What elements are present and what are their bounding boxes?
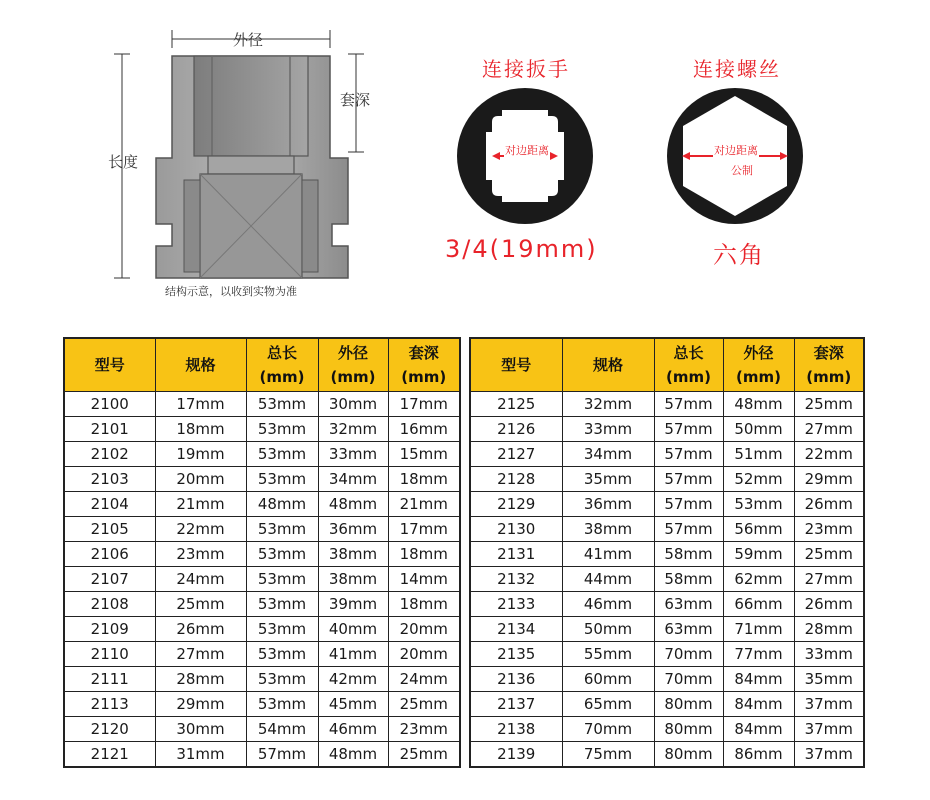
cell-outer-diameter: 40mm — [318, 617, 388, 642]
cell-spec: 31mm — [155, 742, 246, 768]
cell-outer-diameter: 71mm — [723, 617, 794, 642]
cell-total-length: 53mm — [246, 542, 318, 567]
cell-model: 2139 — [470, 742, 562, 768]
cell-model: 2113 — [64, 692, 155, 717]
cell-model: 2110 — [64, 642, 155, 667]
cell-outer-diameter: 45mm — [318, 692, 388, 717]
hex-end-shape-name: 六角 — [713, 241, 765, 269]
cell-total-length: 57mm — [654, 492, 723, 517]
cell-spec: 17mm — [155, 392, 246, 417]
square-drive-inner-label: 对边距离 — [505, 144, 549, 157]
cell-outer-diameter: 38mm — [318, 542, 388, 567]
square-drive-title: 连接扳手 — [482, 57, 570, 81]
socket-depth-label: 套深 — [340, 91, 371, 109]
cell-socket-depth: 14mm — [388, 567, 460, 592]
hex-end-inner-label: 对边距离 — [714, 144, 758, 157]
cell-outer-diameter: 30mm — [318, 392, 388, 417]
cell-socket-depth: 21mm — [388, 492, 460, 517]
cell-spec: 28mm — [155, 667, 246, 692]
cell-spec: 60mm — [562, 667, 654, 692]
table-row — [470, 542, 864, 567]
cell-outer-diameter: 51mm — [723, 442, 794, 467]
table-row — [64, 567, 460, 592]
cell-model: 2109 — [64, 617, 155, 642]
cell-model: 2132 — [470, 567, 562, 592]
cell-total-length: 53mm — [246, 592, 318, 617]
diagram-caption: 结构示意，以收到实物为准 — [165, 285, 297, 298]
cell-spec: 32mm — [562, 392, 654, 417]
cell-total-length: 57mm — [654, 467, 723, 492]
table-row — [470, 492, 864, 517]
cell-model: 2120 — [64, 717, 155, 742]
cell-spec: 22mm — [155, 517, 246, 542]
cell-outer-diameter: 48mm — [318, 742, 388, 768]
length-label: 长度 — [108, 153, 139, 171]
header-socket-depth: 套深 (mm) — [794, 338, 864, 392]
cell-spec: 41mm — [562, 542, 654, 567]
cell-model: 2111 — [64, 667, 155, 692]
cell-model: 2100 — [64, 392, 155, 417]
table-row — [470, 742, 864, 768]
cell-outer-diameter: 39mm — [318, 592, 388, 617]
table-row — [470, 667, 864, 692]
cell-socket-depth: 25mm — [388, 692, 460, 717]
cell-socket-depth: 17mm — [388, 517, 460, 542]
cell-total-length: 63mm — [654, 617, 723, 642]
cell-outer-diameter: 32mm — [318, 417, 388, 442]
hex-end-title: 连接螺丝 — [693, 57, 781, 81]
cell-model: 2107 — [64, 567, 155, 592]
cell-model: 2102 — [64, 442, 155, 467]
cell-socket-depth: 18mm — [388, 542, 460, 567]
cell-model: 2108 — [64, 592, 155, 617]
cell-total-length: 53mm — [246, 392, 318, 417]
cell-total-length: 53mm — [246, 617, 318, 642]
cell-total-length: 57mm — [654, 517, 723, 542]
cell-total-length: 57mm — [246, 742, 318, 768]
table-body-right — [470, 392, 864, 768]
cell-total-length: 53mm — [246, 692, 318, 717]
cell-total-length: 80mm — [654, 692, 723, 717]
cell-spec: 25mm — [155, 592, 246, 617]
cell-total-length: 58mm — [654, 567, 723, 592]
cell-spec: 18mm — [155, 417, 246, 442]
cell-total-length: 70mm — [654, 667, 723, 692]
table-row — [64, 717, 460, 742]
socket-cross-section — [100, 20, 400, 290]
table-row — [64, 742, 460, 768]
cell-spec: 36mm — [562, 492, 654, 517]
cell-socket-depth: 37mm — [794, 717, 864, 742]
cell-outer-diameter: 33mm — [318, 442, 388, 467]
table-row — [470, 567, 864, 592]
cell-spec: 34mm — [562, 442, 654, 467]
spec-table-right — [469, 337, 865, 768]
cell-socket-depth: 25mm — [388, 742, 460, 768]
cell-spec: 65mm — [562, 692, 654, 717]
cell-outer-diameter: 50mm — [723, 417, 794, 442]
table-row — [470, 692, 864, 717]
cell-outer-diameter: 48mm — [723, 392, 794, 417]
cell-outer-diameter: 84mm — [723, 717, 794, 742]
header-outer-diameter: 外径 (mm) — [723, 338, 794, 392]
cell-socket-depth: 35mm — [794, 667, 864, 692]
cell-spec: 55mm — [562, 642, 654, 667]
cell-model: 2138 — [470, 717, 562, 742]
cell-spec: 27mm — [155, 642, 246, 667]
cell-total-length: 53mm — [246, 467, 318, 492]
cell-spec: 29mm — [155, 692, 246, 717]
header-model: 型号 — [470, 338, 562, 392]
cell-total-length: 53mm — [246, 642, 318, 667]
table-header-row — [470, 338, 864, 392]
cell-socket-depth: 15mm — [388, 442, 460, 467]
cell-model: 2133 — [470, 592, 562, 617]
cell-socket-depth: 27mm — [794, 417, 864, 442]
cell-total-length: 58mm — [654, 542, 723, 567]
table-row — [470, 442, 864, 467]
table-row — [470, 467, 864, 492]
cell-total-length: 53mm — [246, 517, 318, 542]
cell-outer-diameter: 48mm — [318, 492, 388, 517]
spec-table-left — [63, 337, 461, 768]
cell-socket-depth: 28mm — [794, 617, 864, 642]
cell-spec: 35mm — [562, 467, 654, 492]
outer-diameter-label: 外径 — [233, 31, 264, 49]
cell-model: 2105 — [64, 517, 155, 542]
cell-outer-diameter: 66mm — [723, 592, 794, 617]
cell-total-length: 53mm — [246, 417, 318, 442]
cell-model: 2131 — [470, 542, 562, 567]
table-row — [470, 417, 864, 442]
cell-total-length: 53mm — [246, 567, 318, 592]
cell-socket-depth: 23mm — [794, 517, 864, 542]
cell-total-length: 80mm — [654, 717, 723, 742]
cell-outer-diameter: 42mm — [318, 667, 388, 692]
cell-model: 2135 — [470, 642, 562, 667]
cell-total-length: 57mm — [654, 417, 723, 442]
cell-socket-depth: 16mm — [388, 417, 460, 442]
table-row — [64, 517, 460, 542]
header-spec: 规格 — [155, 338, 246, 392]
cell-spec: 26mm — [155, 617, 246, 642]
table-row — [64, 542, 460, 567]
cell-socket-depth: 20mm — [388, 617, 460, 642]
cell-spec: 75mm — [562, 742, 654, 768]
cell-total-length: 70mm — [654, 642, 723, 667]
cell-spec: 44mm — [562, 567, 654, 592]
cell-socket-depth: 37mm — [794, 692, 864, 717]
cell-total-length: 54mm — [246, 717, 318, 742]
cell-spec: 21mm — [155, 492, 246, 517]
cell-socket-depth: 20mm — [388, 642, 460, 667]
cell-outer-diameter: 53mm — [723, 492, 794, 517]
cell-socket-depth: 25mm — [794, 542, 864, 567]
cell-outer-diameter: 34mm — [318, 467, 388, 492]
table-row — [470, 392, 864, 417]
cell-spec: 38mm — [562, 517, 654, 542]
header-spec: 规格 — [562, 338, 654, 392]
table-row — [64, 592, 460, 617]
hex-end-metric-label: 公制 — [731, 164, 753, 177]
cell-socket-depth: 23mm — [388, 717, 460, 742]
table-row — [470, 717, 864, 742]
cell-spec: 23mm — [155, 542, 246, 567]
table-row — [470, 642, 864, 667]
cell-model: 2126 — [470, 417, 562, 442]
table-header-row — [64, 338, 460, 392]
cell-socket-depth: 33mm — [794, 642, 864, 667]
table-body-left — [64, 392, 460, 768]
header-outer-diameter: 外径 (mm) — [318, 338, 388, 392]
cell-model: 2136 — [470, 667, 562, 692]
square-drive-size: 3/4(19mm) — [445, 235, 598, 263]
cell-socket-depth: 37mm — [794, 742, 864, 768]
cell-outer-diameter: 36mm — [318, 517, 388, 542]
cell-model: 2106 — [64, 542, 155, 567]
cell-socket-depth: 27mm — [794, 567, 864, 592]
table-row — [64, 417, 460, 442]
cell-total-length: 53mm — [246, 442, 318, 467]
cell-total-length: 53mm — [246, 667, 318, 692]
table-row — [64, 442, 460, 467]
cell-outer-diameter: 77mm — [723, 642, 794, 667]
cell-spec: 19mm — [155, 442, 246, 467]
cell-total-length: 48mm — [246, 492, 318, 517]
header-total-length: 总长 (mm) — [654, 338, 723, 392]
cell-outer-diameter: 46mm — [318, 717, 388, 742]
cell-spec: 70mm — [562, 717, 654, 742]
header-socket-depth: 套深 (mm) — [388, 338, 460, 392]
cell-socket-depth: 17mm — [388, 392, 460, 417]
cell-socket-depth: 26mm — [794, 492, 864, 517]
table-row — [64, 692, 460, 717]
cell-outer-diameter: 86mm — [723, 742, 794, 768]
cell-socket-depth: 26mm — [794, 592, 864, 617]
cell-socket-depth: 22mm — [794, 442, 864, 467]
cell-outer-diameter: 56mm — [723, 517, 794, 542]
cell-total-length: 57mm — [654, 442, 723, 467]
cell-total-length: 80mm — [654, 742, 723, 768]
cell-socket-depth: 24mm — [388, 667, 460, 692]
cell-model: 2130 — [470, 517, 562, 542]
header-model: 型号 — [64, 338, 155, 392]
cell-spec: 30mm — [155, 717, 246, 742]
cell-socket-depth: 29mm — [794, 467, 864, 492]
cell-spec: 24mm — [155, 567, 246, 592]
cell-model: 2127 — [470, 442, 562, 467]
cell-outer-diameter: 41mm — [318, 642, 388, 667]
cell-model: 2128 — [470, 467, 562, 492]
cell-model: 2103 — [64, 467, 155, 492]
cell-outer-diameter: 38mm — [318, 567, 388, 592]
cell-socket-depth: 18mm — [388, 592, 460, 617]
cell-outer-diameter: 84mm — [723, 692, 794, 717]
table-row — [64, 392, 460, 417]
cell-socket-depth: 18mm — [388, 467, 460, 492]
cell-outer-diameter: 62mm — [723, 567, 794, 592]
table-row — [64, 467, 460, 492]
cell-model: 2121 — [64, 742, 155, 768]
cell-model: 2101 — [64, 417, 155, 442]
table-row — [64, 617, 460, 642]
cell-spec: 20mm — [155, 467, 246, 492]
cell-model: 2137 — [470, 692, 562, 717]
cell-socket-depth: 25mm — [794, 392, 864, 417]
cell-spec: 33mm — [562, 417, 654, 442]
cell-outer-diameter: 52mm — [723, 467, 794, 492]
cell-spec: 50mm — [562, 617, 654, 642]
header-total-length: 总长 (mm) — [246, 338, 318, 392]
table-row — [64, 492, 460, 517]
table-row — [64, 642, 460, 667]
cell-outer-diameter: 84mm — [723, 667, 794, 692]
cell-model: 2129 — [470, 492, 562, 517]
table-row — [470, 617, 864, 642]
cell-model: 2125 — [470, 392, 562, 417]
table-row — [470, 517, 864, 542]
table-row — [64, 667, 460, 692]
cell-outer-diameter: 59mm — [723, 542, 794, 567]
cell-model: 2104 — [64, 492, 155, 517]
table-row — [470, 592, 864, 617]
cell-spec: 46mm — [562, 592, 654, 617]
cell-total-length: 63mm — [654, 592, 723, 617]
cell-model: 2134 — [470, 617, 562, 642]
cell-total-length: 57mm — [654, 392, 723, 417]
